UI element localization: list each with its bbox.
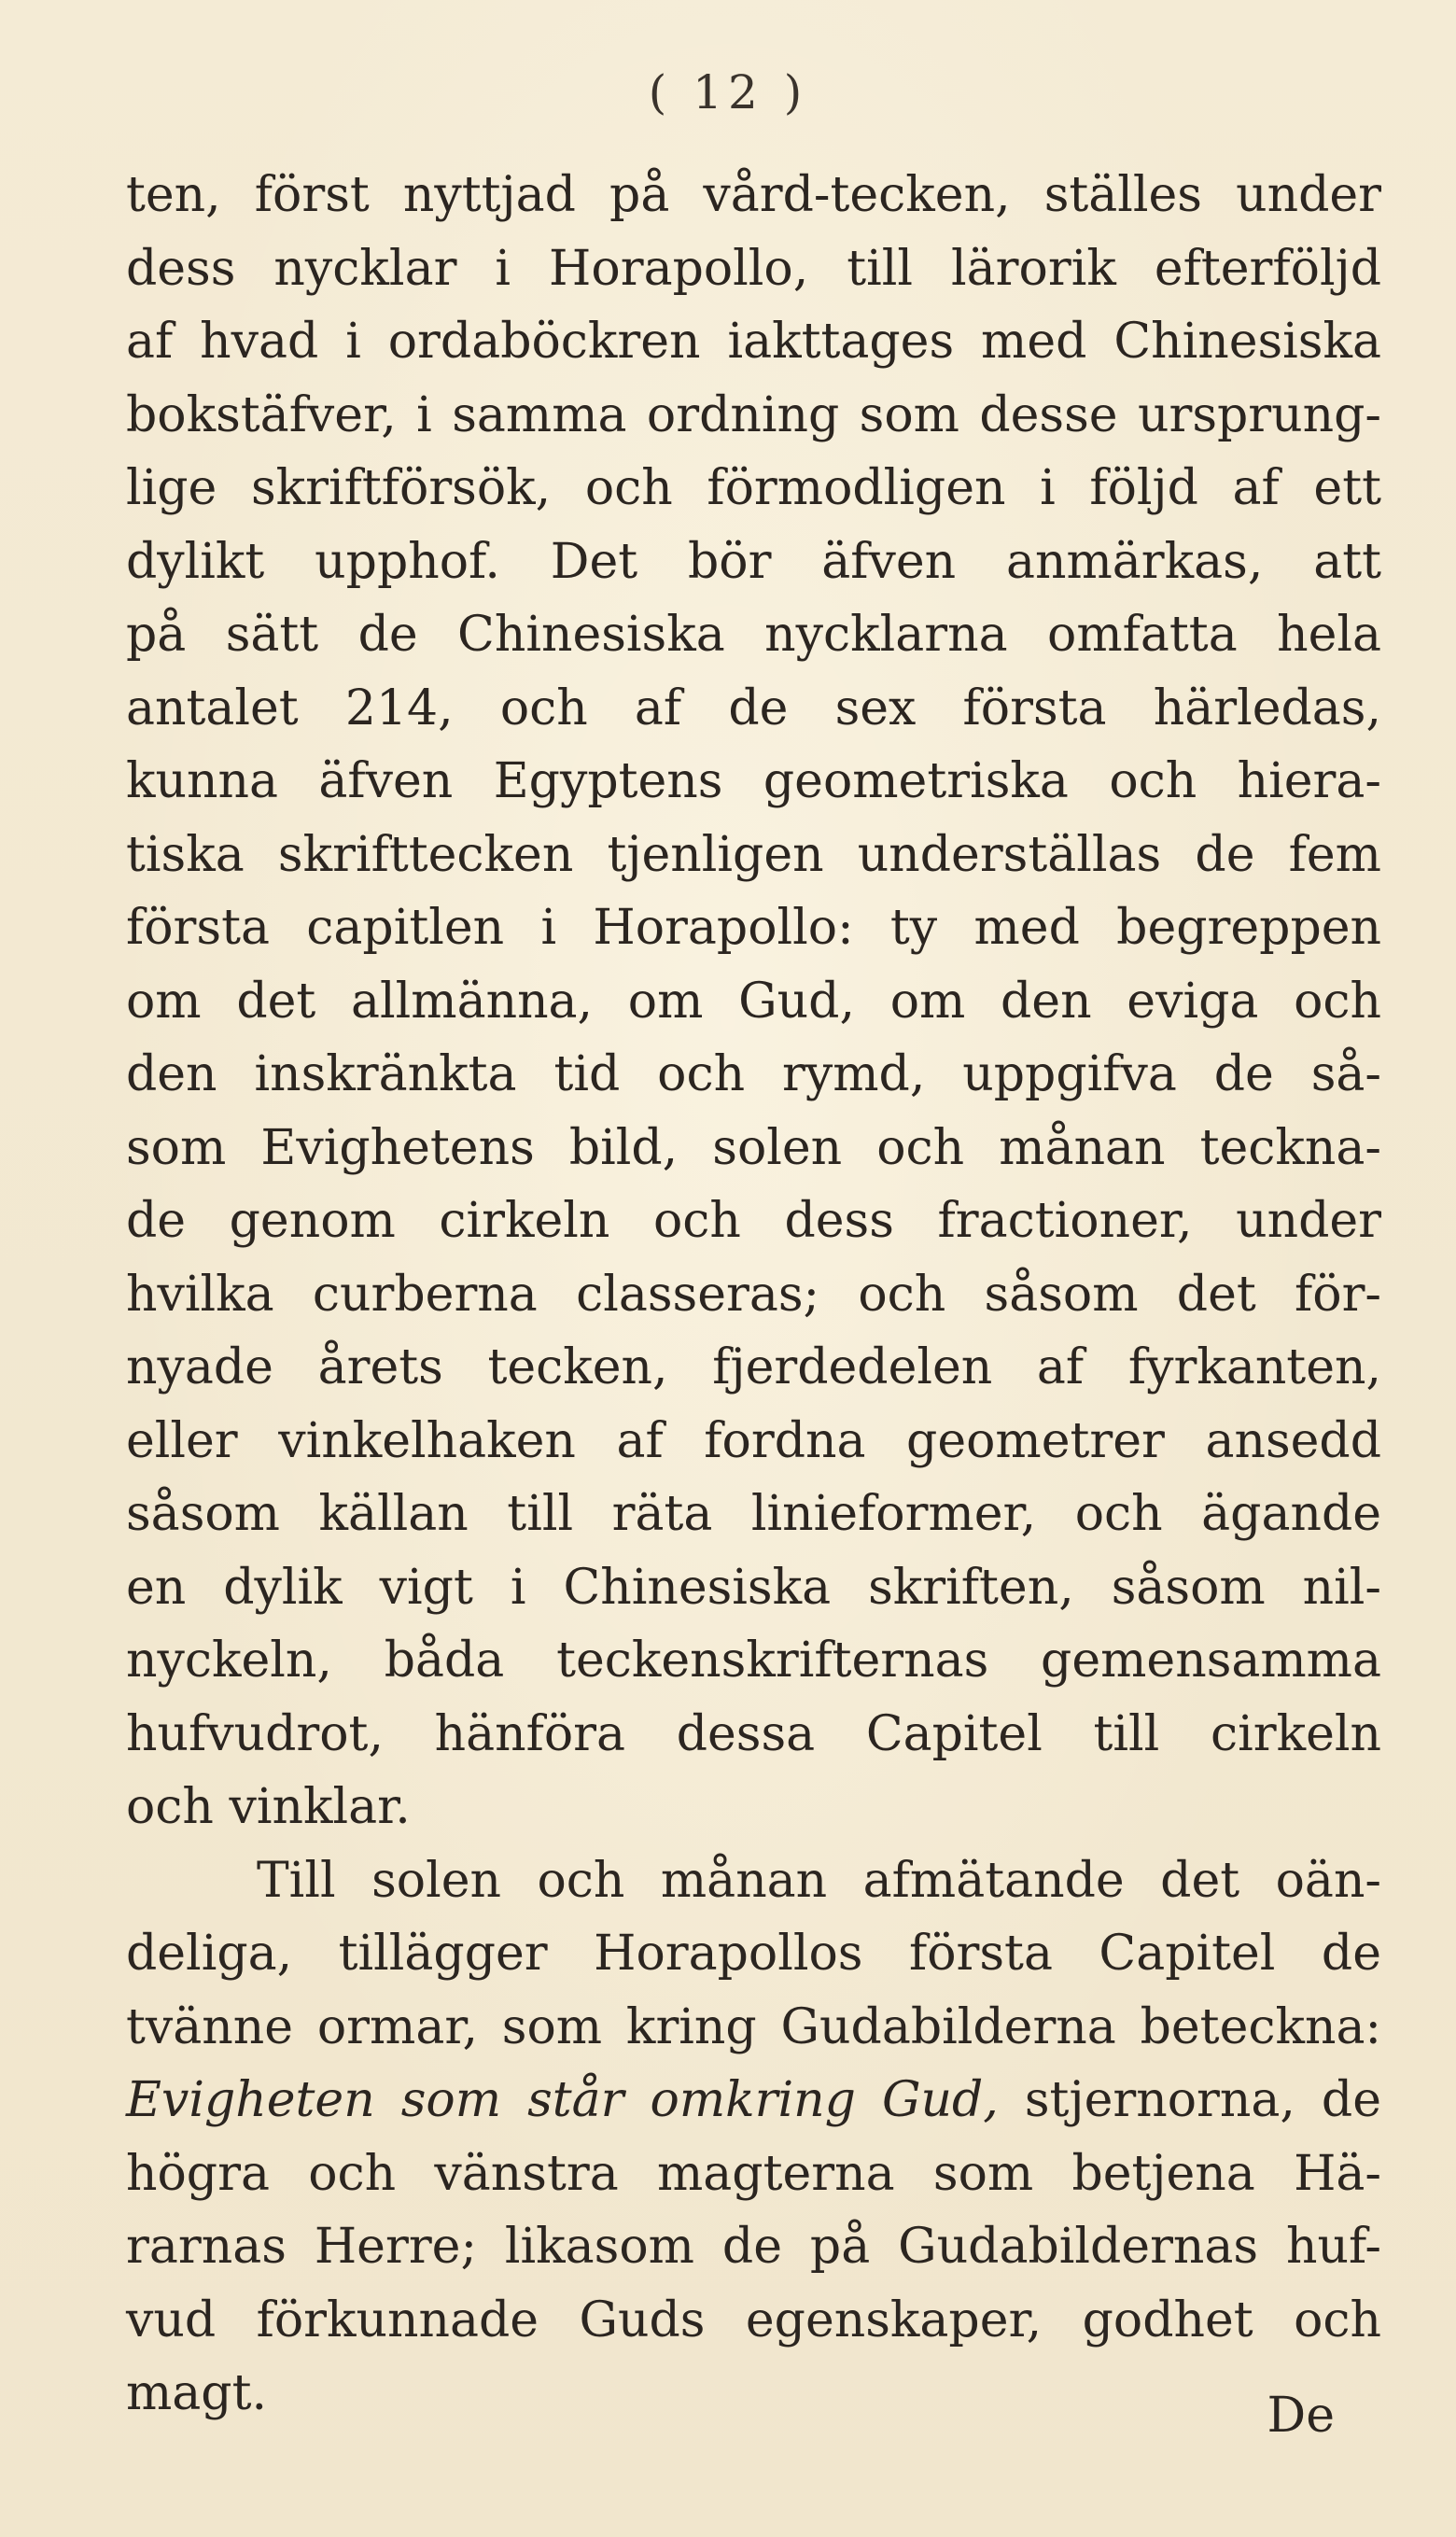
text-line: eller vinkelhaken af fordna geometrer ansedd xyxy=(126,1412,1381,1469)
paragraph-start-line: Till solen och månan afmätande det oän- xyxy=(257,1852,1381,1909)
text-line: högra och vänstra magterna som betjena Hä- xyxy=(126,2145,1381,2202)
text-line: dylikt upphof. Det bör äfven anmärkas, att xyxy=(126,533,1381,590)
text-line: kunna äfven Egyptens geometriska och hiera- xyxy=(126,753,1381,809)
text-line: vud förkunnade Guds egenskaper, godhet och xyxy=(126,2292,1381,2348)
text-line: tvänne ormar, som kring Gudabilderna beteckna: xyxy=(126,1998,1381,2055)
text-line: rarnas Herre; likasom de på Gudabildernas huf- xyxy=(126,2219,1381,2275)
italic-quote: Evigheten som står omkring Gud, xyxy=(126,2072,999,2128)
final-row xyxy=(126,2357,1381,2444)
text-line: antalet 214, och af de sex första härledas, xyxy=(126,680,1381,736)
text-line: på sätt de Chinesiska nycklarna omfatta hela xyxy=(126,607,1381,663)
text-line: den inskränkta tid och rymd, uppgifva de så- xyxy=(126,1046,1381,1102)
text-line: om det allmänna, om Gud, om den eviga och xyxy=(126,973,1381,1030)
text-line: nyade årets tecken, fjerdedelen af fyrkanten, xyxy=(126,1339,1381,1395)
text-line: lige skriftförsök, och förmodligen i följd af ett xyxy=(126,460,1381,516)
text-line: som Evighetens bild, solen och månan teckna- xyxy=(126,1119,1381,1176)
text-line: och vinklar. xyxy=(126,1779,411,1835)
text-line: ten, först nyttjad på vård-tecken, ställes under xyxy=(126,167,1381,223)
text-line: såsom källan till räta linieformer, och ägande xyxy=(126,1486,1381,1542)
body-text xyxy=(126,159,1381,2444)
text-line: de genom cirkeln och dess fractioner, under xyxy=(126,1193,1381,1249)
page-number: ( 12 ) xyxy=(648,65,808,119)
text-line: tiska skrifttecken tjenligen underställas de fem xyxy=(126,826,1381,883)
text-line: magt. xyxy=(126,2365,268,2421)
text-line: deliga, tillägger Horapollos första Capitel de xyxy=(126,1926,1381,1982)
text-fragment: stjernorna, de xyxy=(998,2072,1381,2128)
catchword: De xyxy=(1267,2388,1335,2444)
text-line: bokstäfver, i samma ordning som desse ursprung- xyxy=(126,386,1381,443)
text-line: af hvad i ordaböckren iakttages med Chinesiska xyxy=(126,314,1381,370)
text-line: hvilka curberna classeras; och såsom det för- xyxy=(126,1266,1381,1323)
text-line: nyckeln, båda teckenskrifternas gemensamma xyxy=(126,1633,1381,1689)
text-line: första capitlen i Horapollo: ty med begreppen xyxy=(126,900,1381,956)
text-line: dess nycklar i Horapollo, till lärorik efterföljd xyxy=(126,240,1381,297)
text-line: hufvudrot, hänföra dessa Capitel till cirkeln xyxy=(126,1705,1381,1762)
text-line: en dylik vigt i Chinesiska skriften, såsom nil- xyxy=(126,1559,1381,1616)
text-line-mixed xyxy=(126,2064,1381,2138)
